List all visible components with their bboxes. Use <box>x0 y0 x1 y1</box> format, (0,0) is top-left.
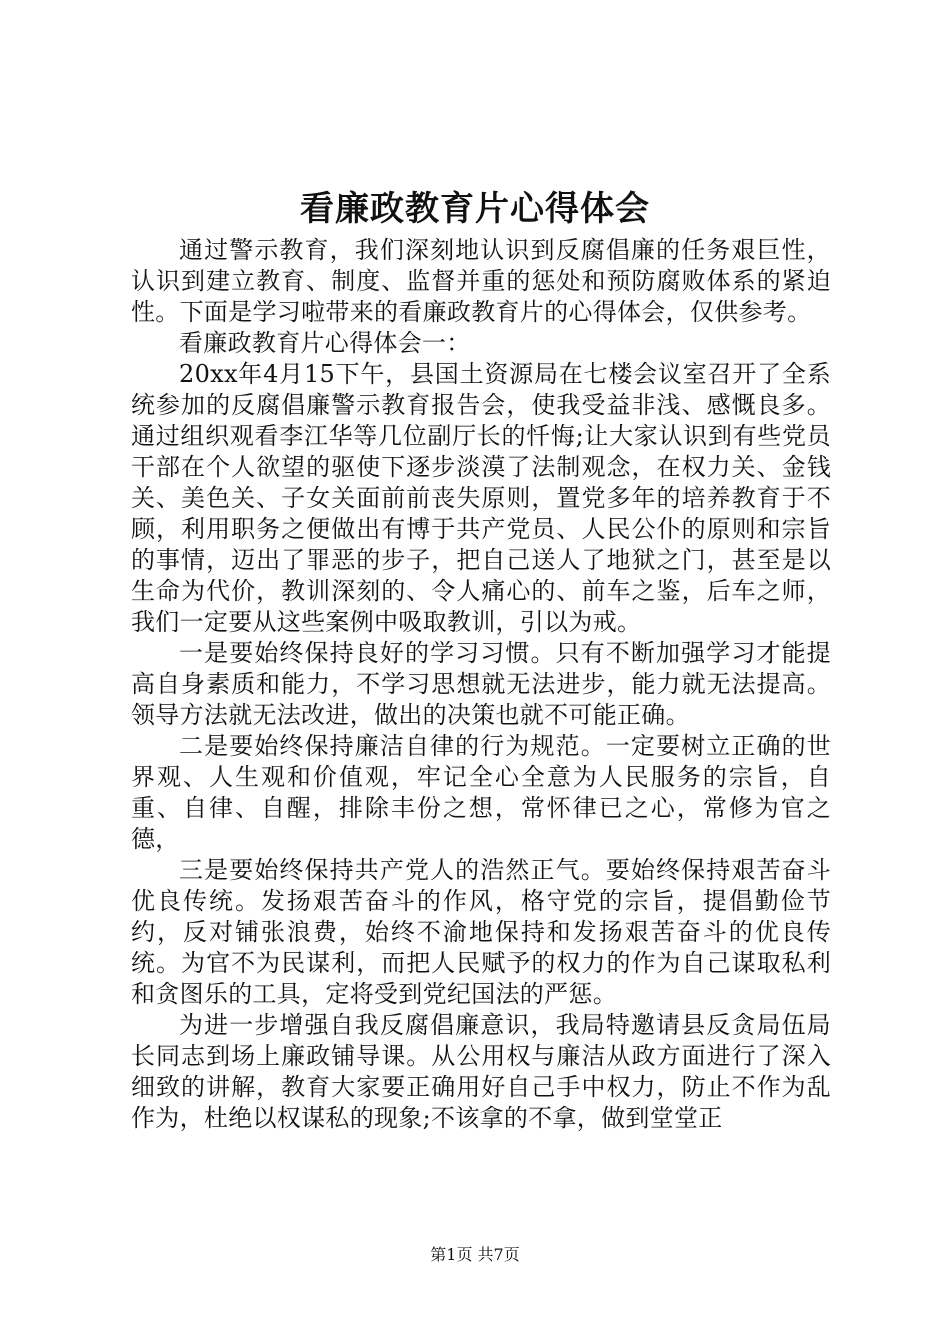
paragraph-point-two: 二是要始终保持廉洁自律的行为规范。一定要树立正确的世界观、人生观和价值观，牢记全心全意为人民服务的宗旨，自重、自律、自醒，排除丰份之想，常怀律已之心，常修为官之德， <box>131 732 831 853</box>
paragraph-report-meeting: 20xx年4月15下午，县国土资源局在七楼会议室召开了全系统参加的反腐倡廉警示教育报告会，使我受益非浅、感慨良多。通过组织观看李江华等几位副厅长的忏悔;让大家认识到有些党员干部在个人欲望的驱使下逐步淡漠了法制观念，在权力关、金钱关、美色关、子女关面前前丧失原则，置党多年的培养教育于不顾，利用职务之便做出有博于共产党员、人民公仆的原则和宗旨的事情，迈出了罪恶的步子，把自己送人了地狱之门，甚至是以生命为代价，教训深刻的、令人痛心的、前车之鉴，后车之师，我们一定要从这些案例中吸取教训，引以为戒。 <box>131 360 831 636</box>
paragraph-section-heading: 看廉政教育片心得体会一： <box>179 329 471 357</box>
document-body <box>131 235 831 1134</box>
paragraph-point-three: 三是要始终保持共产党人的浩然正气。要始终保持艰苦奋斗优良传统。发扬艰苦奋斗的作风，格守党的宗旨，提倡勤俭节约，反对铺张浪费，始终不渝地保持和发扬艰苦奋斗的优良传统。为官不为民谋利，而把人民赋予的权力的作为自己谋取私利和贪图乐的工具，定将受到党纪国法的严惩。 <box>131 856 831 1008</box>
paragraph-intro: 通过警示教育，我们深刻地认识到反腐倡廉的任务艰巨性，认识到建立教育、制度、监督并重的惩处和预防腐败体系的紧迫性。下面是学习啦带来的看廉政教育片的心得体会，仅供参考。 <box>131 236 831 326</box>
page-title: 看廉政教育片心得体会 <box>300 189 650 229</box>
page-number-footer: 第1页 共7页 <box>430 1245 520 1264</box>
paragraph-point-one: 一是要始终保持良好的学习习惯。只有不断加强学习才能提高自身素质和能力，不学习思想就无法进步，能力就无法提高。领导方法就无法改进，做出的决策也就不可能正确。 <box>131 639 831 729</box>
paragraph-lecture: 为进一步增强自我反腐倡廉意识，我局特邀请县反贪局伍局长同志到场上廉政铺导课。从公用权与廉洁从政方面进行了深入细致的讲解，教育大家要正确用好自己手中权力，防止不作为乱作为，杜绝以权谋私的现象;不该拿的不拿，做到堂堂正 <box>131 1011 831 1132</box>
